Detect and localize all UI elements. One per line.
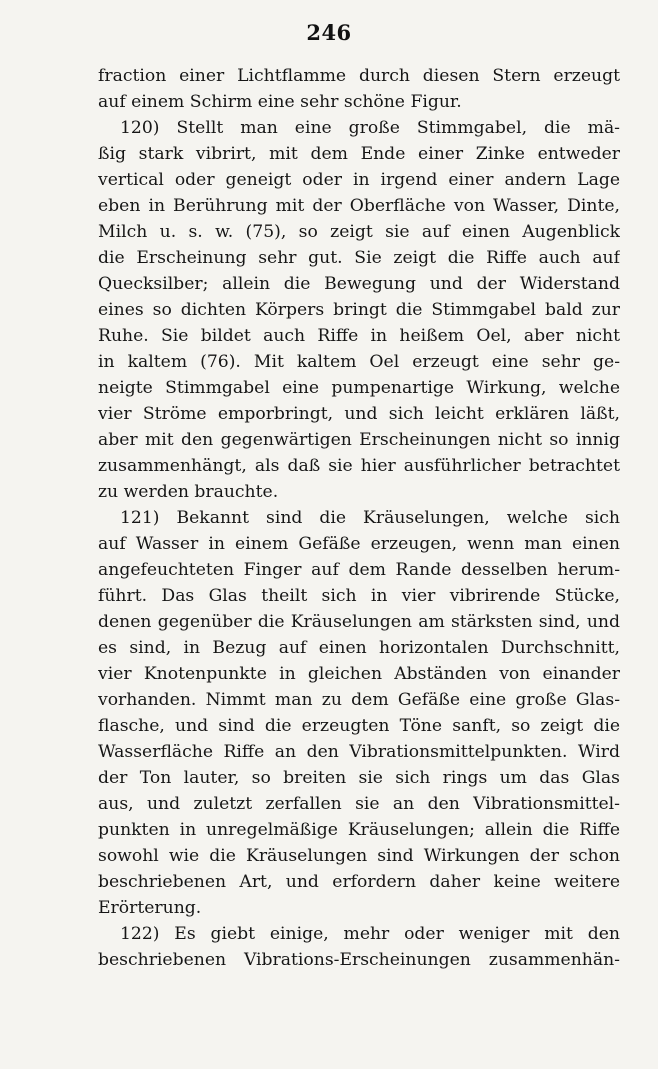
text-line: eben in Berührung mit der Oberfläche von Wasser, Dinte, [98, 196, 620, 216]
text-line: der Ton lauter, so breiten sie sich rings um das Glas [98, 768, 620, 788]
text-line: beschriebenen Vibrations-Erscheinungen zusammenhän- [98, 950, 620, 970]
text-line: eines so dichten Körpers bringt die Stimmgabel bald zur [98, 300, 620, 320]
text-line: Wasserfläche Riffe an den Vibrationsmittelpunkten. Wird [98, 742, 620, 762]
text-line: in kaltem (76). Mit kaltem Oel erzeugt eine sehr ge- [98, 352, 620, 372]
text-line: 120) Stellt man eine große Stimmgabel, die mä- [120, 118, 620, 138]
text-line: denen gegenüber die Kräuselungen am stärksten sind, und [98, 612, 620, 632]
text-line: vier Knotenpunkte in gleichen Abständen von einander [98, 664, 620, 684]
text-line: fraction einer Lichtflamme durch diesen Stern erzeugt [98, 66, 620, 86]
text-line: zu werden brauchte. [98, 482, 279, 502]
text-line: beschriebenen Art, und erfordern daher keine weitere [98, 872, 620, 892]
page-number: 246 [306, 20, 352, 45]
text-line: aus, und zuletzt zerfallen sie an den Vibrationsmittel- [98, 794, 620, 814]
text-line: Erörterung. [98, 898, 202, 918]
text-line: es sind, in Bezug auf einen horizontalen Durchschnitt, [98, 638, 620, 658]
text-line: sowohl wie die Kräuselungen sind Wirkungen der schon [98, 846, 620, 866]
text-line: neigte Stimmgabel eine pumpenartige Wirkung, welche [98, 378, 620, 398]
text-line: Quecksilber; allein die Bewegung und der Widerstand [98, 274, 620, 294]
text-line: ßig stark vibrirt, mit dem Ende einer Zinke entweder [98, 144, 620, 164]
text-line: führt. Das Glas theilt sich in vier vibrirende Stücke, [98, 586, 620, 606]
text-line: punkten in unregelmäßige Kräuselungen; allein die Riffe [98, 820, 620, 840]
text-line: flasche, und sind die erzeugten Töne sanft, so zeigt die [98, 716, 620, 736]
text-line: vertical oder geneigt oder in irgend einer andern Lage [98, 170, 620, 190]
text-line: auf einem Schirm eine sehr schöne Figur. [98, 92, 462, 112]
text-line: 121) Bekannt sind die Kräuselungen, welche sich [120, 508, 620, 528]
text-line: auf Wasser in einem Gefäße erzeugen, wenn man einen [98, 534, 620, 554]
text-line: 122) Es giebt einige, mehr oder weniger mit den [120, 924, 620, 944]
text-line: die Erscheinung sehr gut. Sie zeigt die Riffe auch auf [98, 248, 620, 268]
text-line: zusammenhängt, als daß sie hier ausführlicher betrachtet [98, 456, 620, 476]
text-line: angefeuchteten Finger auf dem Rande desselben herum- [98, 560, 620, 580]
text-line: Ruhe. Sie bildet auch Riffe in heißem Oel, aber nicht [98, 326, 620, 346]
text-line: aber mit den gegenwärtigen Erscheinungen nicht so innig [98, 430, 620, 450]
body-text [98, 63, 620, 973]
text-line: Milch u. s. w. (75), so zeigt sie auf einen Augenblick [98, 222, 620, 242]
text-line: vorhanden. Nimmt man zu dem Gefäße eine große Glas- [98, 690, 620, 710]
text-line: vier Ströme emporbringt, und sich leicht erklären läßt, [98, 404, 620, 424]
